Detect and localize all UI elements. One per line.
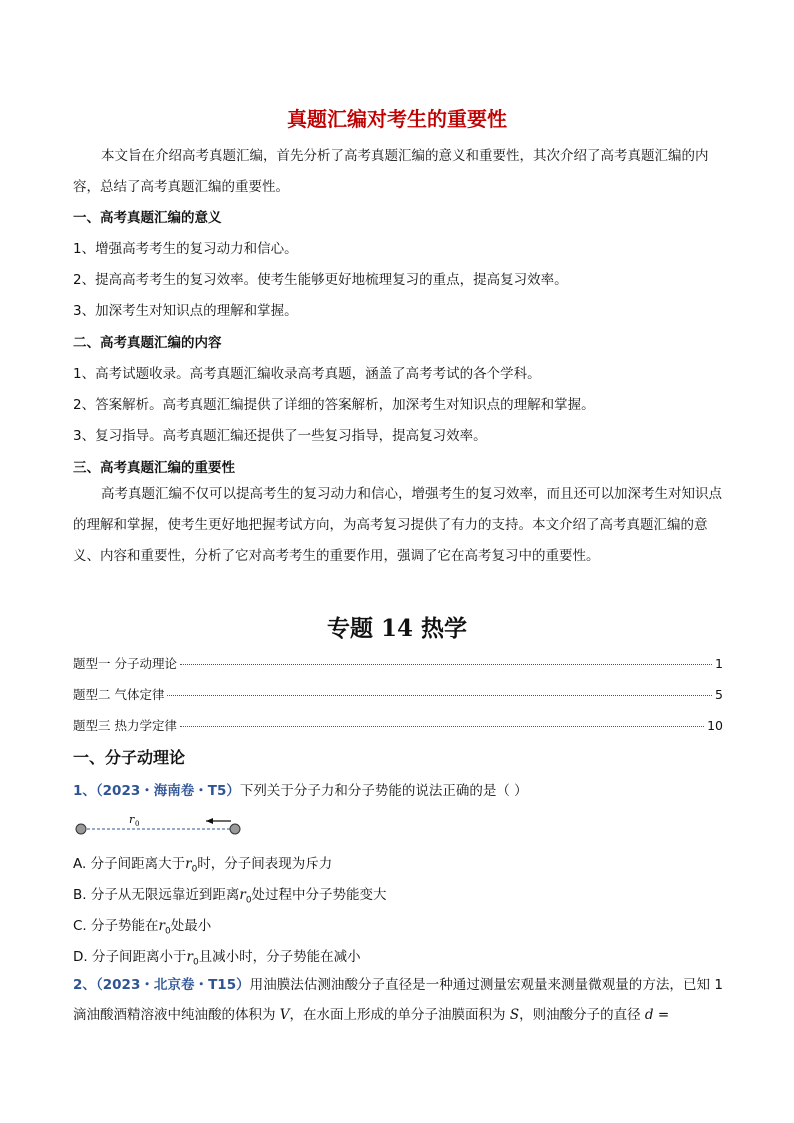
toc-leader [180,664,712,665]
molecule-right [230,824,240,834]
section-heading-2: 二、高考真题汇编的内容 [73,335,222,351]
question-text: ，则油酸分子的直径 [519,1007,645,1023]
toc-entry[interactable] [73,716,723,734]
toc-leader [180,726,704,727]
section-2-item-2: 2、答案解析。高考真题汇编提供了详细的答案解析，加深考生对知识点的理解和掌握。 [73,397,595,413]
question-source: （2023・海南卷・T5） [95,783,240,799]
toc-page: 10 [707,718,723,733]
option-text: 时，分子间表现为斥力 [197,856,333,872]
r0-subscript: 0 [135,820,140,828]
toc-leader [167,695,712,696]
option-b[interactable] [73,883,387,906]
section-heading-3: 三、高考真题汇编的重要性 [73,460,235,476]
option-d[interactable] [73,945,361,968]
toc-entry[interactable] [73,654,723,672]
option-var-sub: 0 [245,895,252,906]
r0-label: r [129,813,135,826]
intro-paragraph: 本文旨在介绍高考真题汇编，首先分析了高考真题汇编的意义和重要性，其次介绍了高考真题汇编的内容，总结了高考真题汇编的重要性。 [73,148,709,195]
toc-entry[interactable] [73,685,723,703]
toc-label: 题型二 气体定律 [73,687,165,702]
var-v: V [279,1007,290,1023]
question-stem: 下列关于分子力和分子势能的说法正确的是（ ） [239,783,528,799]
option-var: r [158,918,165,934]
section-2-item-1: 1、高考试题收录。高考真题汇编收录高考真题，涵盖了高考考试的各个学科。 [73,366,541,382]
option-var-sub: 0 [164,926,171,937]
var-s: S [509,1007,520,1023]
option-var: r [239,887,246,903]
molecule-diagram [73,810,248,840]
option-var: r [185,856,192,872]
section-1-item-2: 2、提高高考考生的复习效率。使考生能够更好地梳理复习的重点，提高复习效率。 [73,272,568,288]
question-source: （2023・北京卷・T15） [95,977,250,993]
toc-label: 题型三 热力学定律 [73,718,177,733]
section-1-item-3: 3、加深考生对知识点的理解和掌握。 [73,303,298,319]
question-text: 用油膜法估测油酸分子直径是一种通过测量宏观量来测量微观量的方法，已知 1 滴油酸酒精溶液中纯油酸的体积为 [73,977,723,1023]
option-var-sub: 0 [192,957,199,968]
section-2-item-3: 3、复习指导。高考真题汇编还提供了一些复习指导，提高复习效率。 [73,428,487,444]
option-text: B. 分子从无限远靠近到距离 [73,887,240,903]
question-number: 2、 [73,977,96,993]
option-var-sub: 0 [191,864,198,875]
option-text: C. 分子势能在 [73,918,159,934]
option-text: D. 分子间距离小于 [73,949,187,965]
option-text: A. 分子间距离大于 [73,856,186,872]
option-var: r [186,949,193,965]
question-number: 1、 [73,783,96,799]
option-c[interactable] [73,914,211,937]
question-text: = [653,1007,670,1023]
option-text: 且减小时，分子势能在减小 [198,949,361,965]
conclusion-paragraph: 高考真题汇编不仅可以提高考生的复习动力和信心，增强考生的复习效率，而且还可以加深考生对知识点的理解和掌握，使考生更好地把握考试方向，为高考复习提供了有力的支持。本文介绍了高考真题汇编的意义、内容和重要性，分析了它对高考考生的重要作用，强调了它在高考复习中的重要性。 [73,486,722,564]
option-text: 处过程中分子势能变大 [251,887,387,903]
topic-title: 专题 14 热学 [326,615,468,642]
toc-label: 题型一 分子动理论 [73,656,177,671]
var-d: d [644,1007,654,1023]
option-a[interactable] [73,852,332,875]
doc-title: 真题汇编对考生的重要性 [287,107,507,131]
question-1 [73,779,528,799]
question-text: ，在水面上形成的单分子油膜面积为 [289,1007,510,1023]
section-heading-1: 一、高考真题汇编的意义 [73,210,222,226]
part-heading: 一、分子动理论 [73,748,186,767]
option-text: 处最小 [170,918,212,934]
section-1-item-1: 1、增强高考考生的复习动力和信心。 [73,241,298,257]
arrow-left-icon [206,818,213,824]
molecule-left [76,824,86,834]
toc-page: 5 [715,687,723,702]
question-2 [73,970,723,1030]
toc-page: 1 [715,656,723,671]
